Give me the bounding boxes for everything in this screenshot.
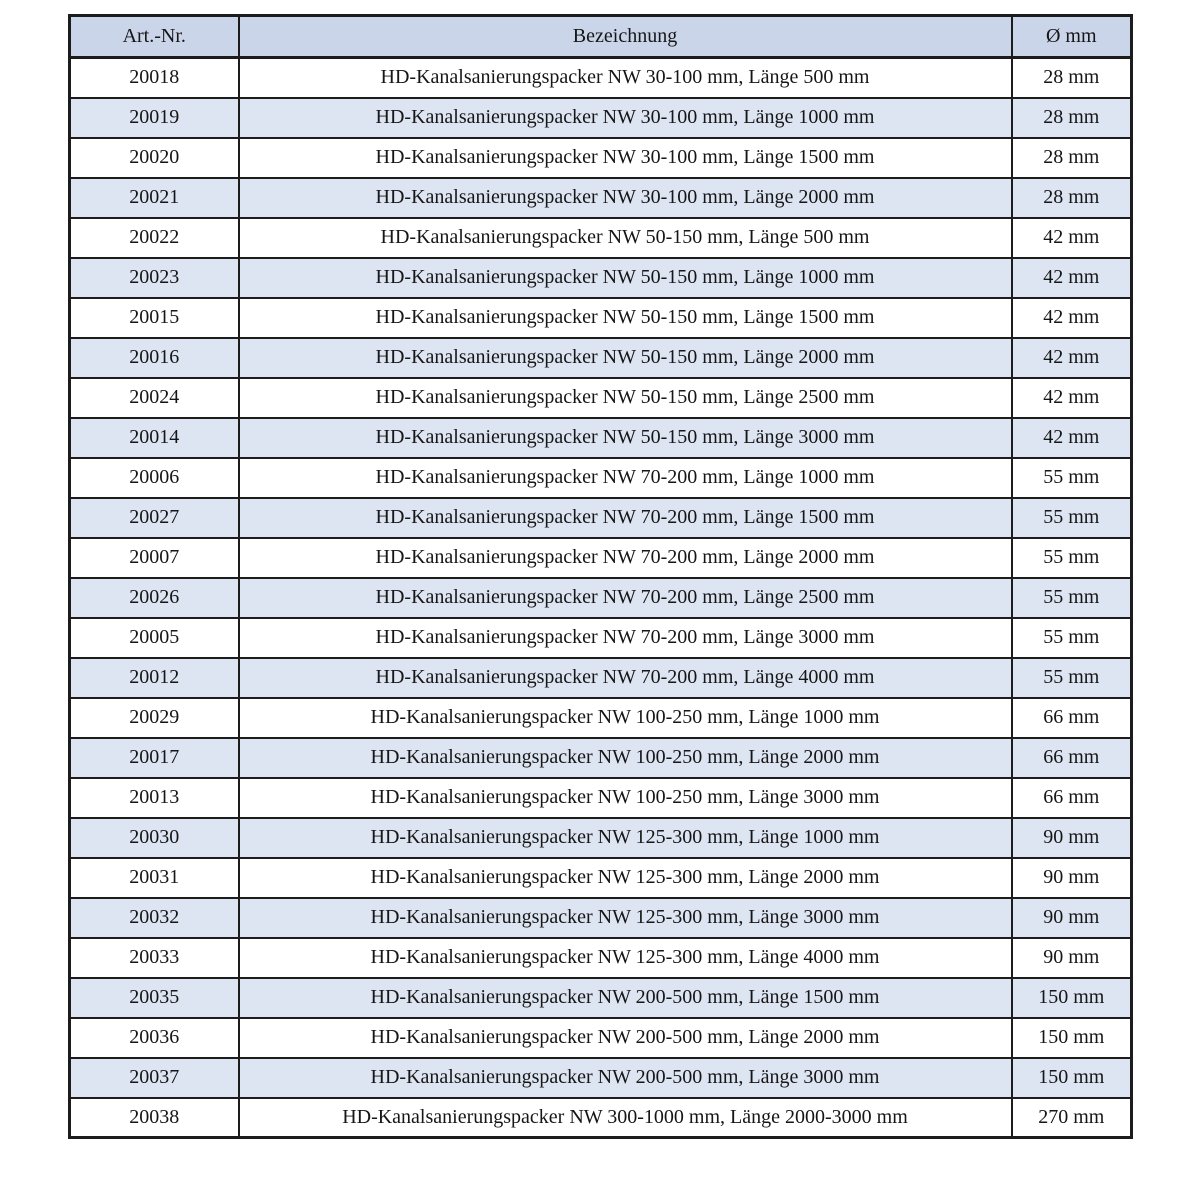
diameter-cell: 28 mm xyxy=(1012,138,1132,178)
table-row xyxy=(70,98,1132,138)
table-row xyxy=(70,498,1132,538)
table-row xyxy=(70,538,1132,578)
art-nr-cell: 20035 xyxy=(70,978,239,1018)
art-nr-cell: 20021 xyxy=(70,178,239,218)
diameter-cell: 90 mm xyxy=(1012,898,1132,938)
bezeichnung-cell: HD-Kanalsanierungspacker NW 70-200 mm, Länge 2000 mm xyxy=(239,538,1012,578)
table-row xyxy=(70,698,1132,738)
bezeichnung-cell: HD-Kanalsanierungspacker NW 30-100 mm, Länge 1500 mm xyxy=(239,138,1012,178)
bezeichnung-cell: HD-Kanalsanierungspacker NW 100-250 mm, Länge 1000 mm xyxy=(239,698,1012,738)
bezeichnung-cell: HD-Kanalsanierungspacker NW 70-200 mm, Länge 2500 mm xyxy=(239,578,1012,618)
diameter-cell: 150 mm xyxy=(1012,1018,1132,1058)
table-row xyxy=(70,738,1132,778)
bezeichnung-cell: HD-Kanalsanierungspacker NW 100-250 mm, Länge 3000 mm xyxy=(239,778,1012,818)
art-nr-cell: 20020 xyxy=(70,138,239,178)
table-row xyxy=(70,1058,1132,1098)
table-row xyxy=(70,818,1132,858)
art-nr-cell: 20031 xyxy=(70,858,239,898)
bezeichnung-cell: HD-Kanalsanierungspacker NW 300-1000 mm, Länge 2000-3000 mm xyxy=(239,1098,1012,1138)
diameter-cell: 42 mm xyxy=(1012,338,1132,378)
art-nr-cell: 20029 xyxy=(70,698,239,738)
bezeichnung-cell: HD-Kanalsanierungspacker NW 30-100 mm, Länge 500 mm xyxy=(239,58,1012,98)
art-nr-cell: 20017 xyxy=(70,738,239,778)
diameter-cell: 55 mm xyxy=(1012,618,1132,658)
table-row xyxy=(70,938,1132,978)
art-nr-cell: 20006 xyxy=(70,458,239,498)
art-nr-cell: 20007 xyxy=(70,538,239,578)
bezeichnung-cell: HD-Kanalsanierungspacker NW 125-300 mm, Länge 2000 mm xyxy=(239,858,1012,898)
bezeichnung-cell: HD-Kanalsanierungspacker NW 50-150 mm, Länge 1500 mm xyxy=(239,298,1012,338)
table-row xyxy=(70,778,1132,818)
diameter-cell: 66 mm xyxy=(1012,698,1132,738)
table-row xyxy=(70,978,1132,1018)
diameter-cell: 42 mm xyxy=(1012,298,1132,338)
column-header-bezeichnung: Bezeichnung xyxy=(239,16,1012,58)
table-row xyxy=(70,1018,1132,1058)
art-nr-cell: 20030 xyxy=(70,818,239,858)
bezeichnung-cell: HD-Kanalsanierungspacker NW 125-300 mm, Länge 3000 mm xyxy=(239,898,1012,938)
diameter-cell: 270 mm xyxy=(1012,1098,1132,1138)
table-row xyxy=(70,898,1132,938)
diameter-cell: 42 mm xyxy=(1012,418,1132,458)
diameter-cell: 42 mm xyxy=(1012,258,1132,298)
diameter-cell: 55 mm xyxy=(1012,658,1132,698)
table-row xyxy=(70,578,1132,618)
bezeichnung-cell: HD-Kanalsanierungspacker NW 50-150 mm, Länge 2000 mm xyxy=(239,338,1012,378)
diameter-cell: 28 mm xyxy=(1012,58,1132,98)
art-nr-cell: 20022 xyxy=(70,218,239,258)
art-nr-cell: 20036 xyxy=(70,1018,239,1058)
column-header-diameter: Ø mm xyxy=(1012,16,1132,58)
table-row xyxy=(70,858,1132,898)
art-nr-cell: 20012 xyxy=(70,658,239,698)
table-row xyxy=(70,58,1132,98)
diameter-cell: 90 mm xyxy=(1012,938,1132,978)
table-header-row xyxy=(70,16,1132,58)
art-nr-cell: 20016 xyxy=(70,338,239,378)
diameter-cell: 55 mm xyxy=(1012,538,1132,578)
column-header-art-nr: Art.-Nr. xyxy=(70,16,239,58)
art-nr-cell: 20005 xyxy=(70,618,239,658)
bezeichnung-cell: HD-Kanalsanierungspacker NW 200-500 mm, Länge 1500 mm xyxy=(239,978,1012,1018)
bezeichnung-cell: HD-Kanalsanierungspacker NW 50-150 mm, Länge 3000 mm xyxy=(239,418,1012,458)
bezeichnung-cell: HD-Kanalsanierungspacker NW 200-500 mm, Länge 3000 mm xyxy=(239,1058,1012,1098)
diameter-cell: 55 mm xyxy=(1012,578,1132,618)
table-row xyxy=(70,138,1132,178)
diameter-cell: 90 mm xyxy=(1012,858,1132,898)
diameter-cell: 66 mm xyxy=(1012,738,1132,778)
art-nr-cell: 20033 xyxy=(70,938,239,978)
bezeichnung-cell: HD-Kanalsanierungspacker NW 50-150 mm, Länge 500 mm xyxy=(239,218,1012,258)
art-nr-cell: 20038 xyxy=(70,1098,239,1138)
diameter-cell: 42 mm xyxy=(1012,378,1132,418)
bezeichnung-cell: HD-Kanalsanierungspacker NW 70-200 mm, Länge 3000 mm xyxy=(239,618,1012,658)
bezeichnung-cell: HD-Kanalsanierungspacker NW 50-150 mm, Länge 2500 mm xyxy=(239,378,1012,418)
table-row xyxy=(70,418,1132,458)
diameter-cell: 55 mm xyxy=(1012,498,1132,538)
table-row xyxy=(70,658,1132,698)
bezeichnung-cell: HD-Kanalsanierungspacker NW 125-300 mm, Länge 4000 mm xyxy=(239,938,1012,978)
diameter-cell: 42 mm xyxy=(1012,218,1132,258)
table-row xyxy=(70,1098,1132,1138)
product-table-container xyxy=(68,14,1133,1139)
diameter-cell: 28 mm xyxy=(1012,98,1132,138)
table-row xyxy=(70,618,1132,658)
diameter-cell: 55 mm xyxy=(1012,458,1132,498)
bezeichnung-cell: HD-Kanalsanierungspacker NW 70-200 mm, Länge 1000 mm xyxy=(239,458,1012,498)
bezeichnung-cell: HD-Kanalsanierungspacker NW 30-100 mm, Länge 2000 mm xyxy=(239,178,1012,218)
diameter-cell: 28 mm xyxy=(1012,178,1132,218)
art-nr-cell: 20032 xyxy=(70,898,239,938)
art-nr-cell: 20024 xyxy=(70,378,239,418)
art-nr-cell: 20027 xyxy=(70,498,239,538)
bezeichnung-cell: HD-Kanalsanierungspacker NW 100-250 mm, Länge 2000 mm xyxy=(239,738,1012,778)
product-table xyxy=(68,14,1133,1139)
bezeichnung-cell: HD-Kanalsanierungspacker NW 125-300 mm, Länge 1000 mm xyxy=(239,818,1012,858)
art-nr-cell: 20014 xyxy=(70,418,239,458)
diameter-cell: 150 mm xyxy=(1012,1058,1132,1098)
table-row xyxy=(70,338,1132,378)
art-nr-cell: 20026 xyxy=(70,578,239,618)
art-nr-cell: 20018 xyxy=(70,58,239,98)
art-nr-cell: 20019 xyxy=(70,98,239,138)
art-nr-cell: 20037 xyxy=(70,1058,239,1098)
table-row xyxy=(70,218,1132,258)
diameter-cell: 150 mm xyxy=(1012,978,1132,1018)
table-row xyxy=(70,378,1132,418)
table-row xyxy=(70,298,1132,338)
table-row xyxy=(70,178,1132,218)
bezeichnung-cell: HD-Kanalsanierungspacker NW 70-200 mm, Länge 1500 mm xyxy=(239,498,1012,538)
art-nr-cell: 20023 xyxy=(70,258,239,298)
table-body xyxy=(70,58,1132,1138)
table-row xyxy=(70,258,1132,298)
art-nr-cell: 20013 xyxy=(70,778,239,818)
art-nr-cell: 20015 xyxy=(70,298,239,338)
bezeichnung-cell: HD-Kanalsanierungspacker NW 200-500 mm, Länge 2000 mm xyxy=(239,1018,1012,1058)
table-row xyxy=(70,458,1132,498)
bezeichnung-cell: HD-Kanalsanierungspacker NW 70-200 mm, Länge 4000 mm xyxy=(239,658,1012,698)
diameter-cell: 90 mm xyxy=(1012,818,1132,858)
bezeichnung-cell: HD-Kanalsanierungspacker NW 30-100 mm, Länge 1000 mm xyxy=(239,98,1012,138)
diameter-cell: 66 mm xyxy=(1012,778,1132,818)
bezeichnung-cell: HD-Kanalsanierungspacker NW 50-150 mm, Länge 1000 mm xyxy=(239,258,1012,298)
